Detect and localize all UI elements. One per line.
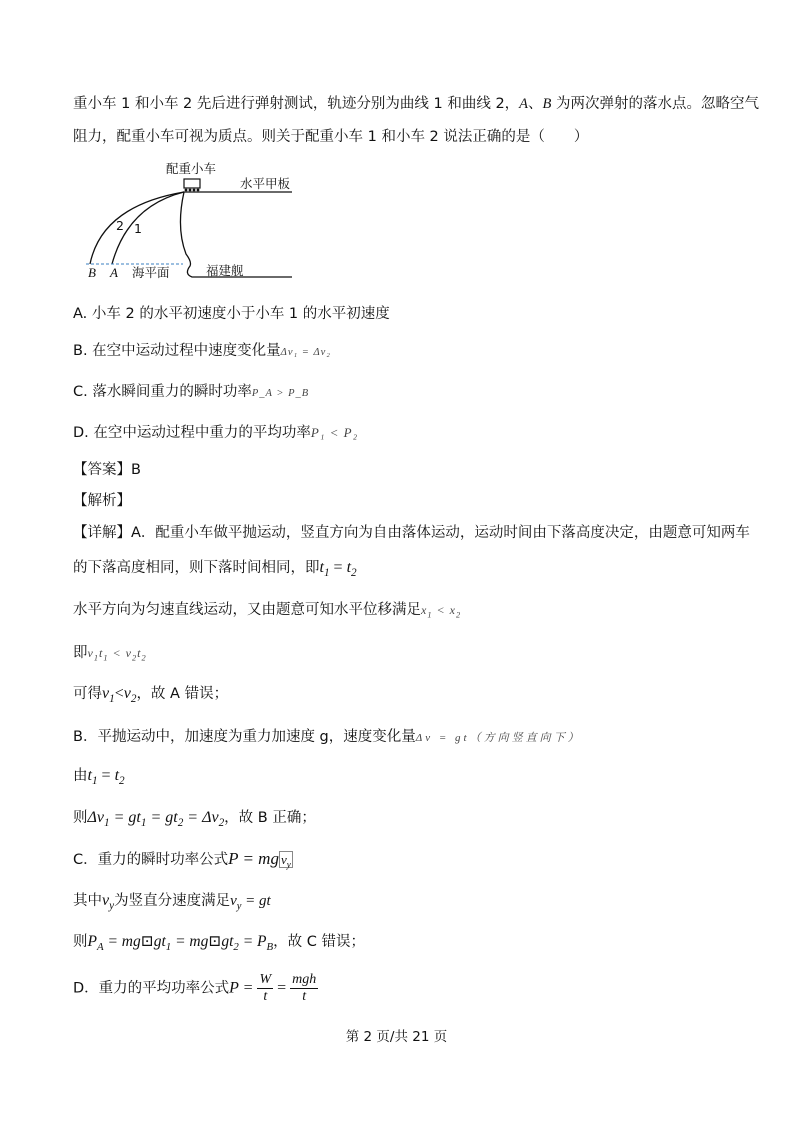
option-d: D. 在空中运动过程中重力的平均功率P₁ < P₂ bbox=[73, 425, 359, 441]
ship-label: 福建舰 bbox=[206, 263, 244, 278]
detail-line-5: 可得$v_1<v_2$，故 A 错误； bbox=[73, 685, 229, 706]
question-line-1: 重小车 1 和小车 2 先后进行弹射测试，轨迹分别为曲线 1 和曲线 2，A、B 为两次弹射的落水点。忽略空气 bbox=[73, 96, 759, 112]
detail-line-6: B．平抛运动中，加速度为重力加速度 g，速度变化量Δv = gt（方向竖直向下） bbox=[73, 729, 582, 745]
point-b-label: B bbox=[88, 265, 96, 280]
detail-line-10: 其中$v_y$为竖直分速度满足$v_y$ = gt bbox=[73, 892, 271, 913]
deck-label: 水平甲板 bbox=[240, 176, 291, 191]
car-label: 配重小车 bbox=[166, 161, 217, 176]
point-a-label: A bbox=[110, 265, 118, 280]
trajectory-diagram bbox=[80, 158, 310, 286]
detail-line-7: 由$t_1 = t_2$ bbox=[73, 767, 125, 788]
curve-2-label: 2 bbox=[116, 218, 124, 233]
answer: 【答案】B bbox=[73, 462, 141, 478]
car-shape bbox=[184, 179, 200, 188]
detail-line-4: 即$v_1t_1 < v_2t_2$ bbox=[73, 645, 147, 663]
detail-line-9: C．重力的瞬时功率公式P = mg $v_y$ bbox=[73, 849, 291, 870]
curve-1-label: 1 bbox=[134, 221, 142, 236]
analysis-title: 【解析】 bbox=[73, 493, 131, 509]
page-footer: 第 2 页/共 21 页 bbox=[345, 1029, 448, 1045]
detail-line-8: 则$\Delta v_1 = gt_1 = gt_2 = \Delta v_2$，故 B 正确； bbox=[73, 809, 316, 830]
sea-label: 海平面 bbox=[132, 265, 170, 280]
detail-line-1: 【详解】A．配重小车做平抛运动，竖直方向为自由落体运动，运动时间由下落高度决定，由题意可知两车 bbox=[73, 525, 750, 541]
option-c: C. 落水瞬间重力的瞬时功率P_A > P_B bbox=[73, 384, 310, 400]
question-line-2: 阻力，配重小车可视为质点。则关于配重小车 1 和小车 2 说法正确的是（ ） bbox=[73, 129, 589, 145]
detail-line-2: 的下落高度相同，则下落时间相同，即$t_1 = t_2$ bbox=[73, 559, 357, 580]
detail-line-3: 水平方向为匀速直线运动，又由题意可知水平位移满足$x_1 < x_2$ bbox=[73, 602, 462, 620]
detail-line-12: D．重力的平均功率公式P = $\frac{W}{t}$ = $\frac{\text{mgh}}{t}$ bbox=[73, 972, 317, 1004]
option-a: A. 小车 2 的水平初速度小于小车 1 的水平初速度 bbox=[73, 306, 390, 322]
detail-line-11: 则$P_A$ = $mg⊡gt_1$ = $mg⊡gt_2 = P_B$，故 C 错误； bbox=[73, 933, 365, 954]
option-b: B. 在空中运动过程中速度变化量Δv₁ = Δv₂ bbox=[73, 343, 331, 359]
